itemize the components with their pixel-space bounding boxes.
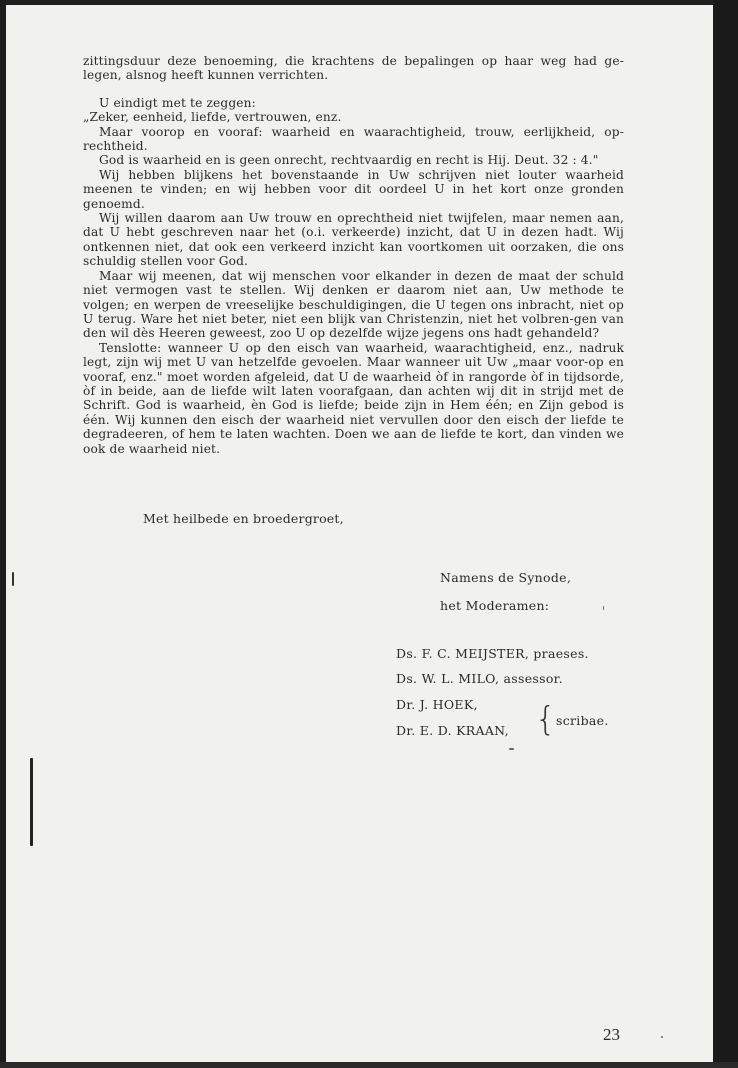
scan-speck: [509, 748, 514, 750]
quote-line-1: „Zeker, eenheid, liefde, vertrouwen, enz.: [83, 110, 342, 125]
scan-speck: [603, 606, 604, 610]
quote-line-3: God is waarheid en is geen onrecht, rechtvaardig en recht is Hij. Deut. 32 : 4.": [99, 153, 599, 168]
signer-assessor: Ds. W. L. MILO, assessor.: [396, 671, 563, 686]
signature-synod: Namens de Synode,: [440, 570, 572, 585]
scan-speck: [30, 758, 33, 846]
signer-scriba-1: Dr. J. HOEK,: [396, 697, 478, 712]
paragraph-trust: Wij willen daarom aan Uw trouw en oprechtheid niet twijfelen, maar nemen aan, dat U hebt geschreven naar het (o.i. verkeerde) inzicht, dat U in dezen hadt. Wij ontkennen niet, dat ook een verkeerd inzicht kan voortkomen uit oorzaken, die ons schuldig stellen voor God.: [83, 211, 624, 269]
scribae-label: scribae.: [556, 713, 609, 728]
scan-border-top: [0, 0, 738, 5]
paragraph-intro: U eindigt met te zeggen:: [99, 95, 256, 110]
letter-body: [83, 54, 624, 456]
paragraph-continuation: zittingsduur deze benoeming, die krachtens de bepalingen op haar weg had ge-legen, alsnog heeft kunnen verrichten.: [83, 54, 624, 83]
quote-line-2: Maar voorop en vooraf: waarheid en waarachtigheid, trouw, eerlijkheid, op-rechtheid.: [83, 124, 624, 154]
paragraph-grounds: Wij hebben blijkens het bovenstaande in Uw schrijven niet louter waarheid meenen te vinden; en wij hebben voor dit oordeel U in het kort onze gronden genoemd.: [83, 167, 624, 211]
page-number: 23: [603, 1025, 620, 1044]
scan-speck: [661, 1036, 663, 1038]
paragraph-measure: Maar wij meenen, dat wij menschen voor elkander in dezen de maat der schuld niet vermogen vast te stellen. Wij denken er daarom niet aan, Uw methode te volgen; en werpen de vreeselijke beschuldigingen, die U tegen ons inbracht, niet op U terug. Ware het niet beter, niet een blijk van Christenzin, niet het volbren-gen van den wil dès Heeren geweest, zoo U op dezelfde wijze jegens ons hadt gehandeld?: [83, 268, 624, 341]
scan-border-left: [0, 0, 6, 1068]
scan-border-bottom: [0, 1062, 738, 1068]
signer-scriba-2: Dr. E. D. KRAAN,: [396, 723, 509, 738]
scan-border-right: [713, 0, 738, 1068]
brace-icon: {: [535, 699, 556, 738]
signer-praeses: Ds. F. C. MEIJSTER, praeses.: [396, 646, 589, 661]
closing-greeting: Met heilbede en broedergroet,: [143, 511, 344, 526]
paragraph-conclusion: Tenslotte: wanneer U op den eisch van waarheid, waarachtigheid, enz., nadruk legt, zijn wij met U van hetzelfde gevoelen. Maar wanneer uit Uw „maar voor-op en vooraf, enz." moet worden afgeleid, dat U de waarheid òf in rangorde òf in tijdsorde, òf in beide, aan de liefde wilt laten voorafgaan, dan achten wij dit in strijd met de Schrift. God is waarheid, èn God is liefde; beide zijn in Hem één; en Zijn gebod is één. Wij kunnen den eisch der waarheid niet vervullen door den eisch der liefde te degradeeren, of hem te laten wachten. Doen we aan de liefde te kort, dan vinden we ook de waarheid niet.: [83, 340, 624, 456]
scan-speck: [12, 572, 14, 586]
signature-moderamen: het Moderamen:: [440, 598, 550, 613]
